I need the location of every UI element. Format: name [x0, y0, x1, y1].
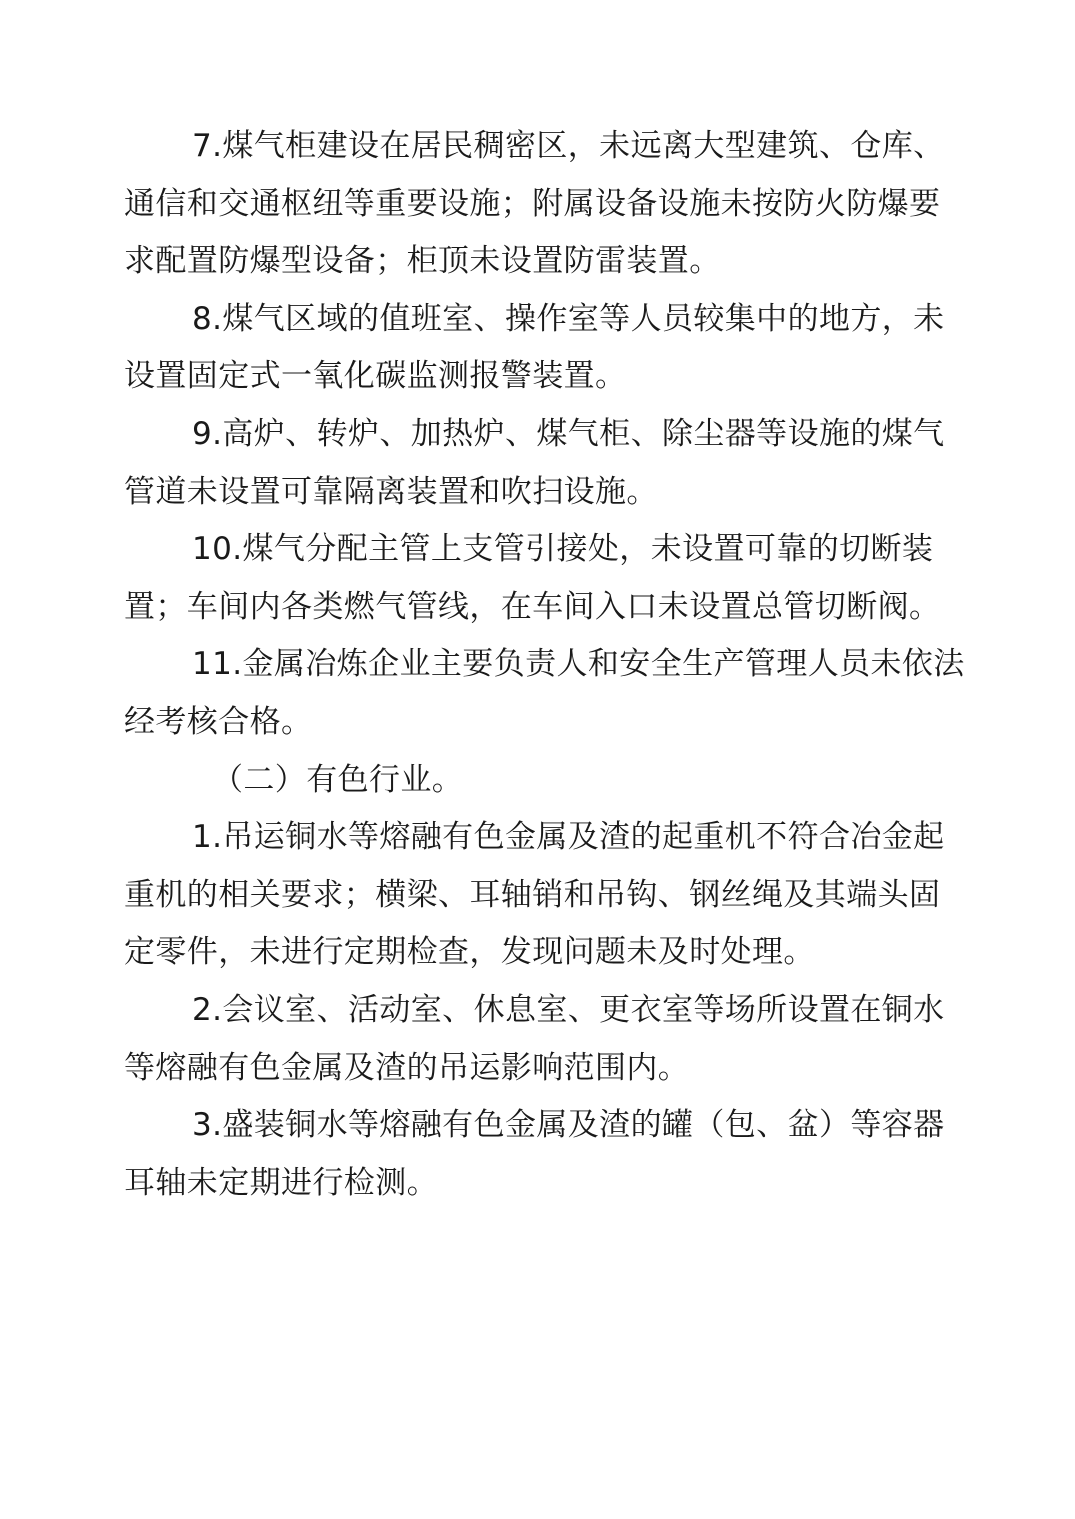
paragraph-item-7: 7.煤气柜建设在居民稠密区，未远离大型建筑、仓库、通信和交通枢纽等重要设施；附属设备设施未按防火防爆要求配置防爆型设备；柜顶未设置防雷装置。	[124, 128, 945, 280]
paragraph-item-2: 2.会议室、活动室、休息室、更衣室等场所设置在铜水等熔融有色金属及渣的吊运影响范围内。	[124, 991, 945, 1086]
paragraph-item-10: 10.煤气分配主管上支管引接处，未设置可靠的切断装置；车间内各类燃气管线，在车间入口未设置总管切断阀。	[124, 531, 941, 625]
paragraph-item-9: 9.高炉、转炉、加热炉、煤气柜、除尘器等设施的煤气管道未设置可靠隔离装置和吹扫设施。	[124, 415, 945, 510]
paragraph-item-8: 8.煤气区域的值班室、操作室等人员较集中的地方，未设置固定式一氧化碳监测报警装置。	[124, 300, 945, 395]
paragraph-item-11: 11.金属冶炼企业主要负责人和安全生产管理人员未依法经考核合格。	[124, 646, 965, 740]
paragraph-item-1: 1.吊运铜水等熔融有色金属及渣的起重机不符合冶金起重机的相关要求；横梁、耳轴销和吊钩、钢丝绳及其端头固定零件，未进行定期检查，发现问题未及时处理。	[124, 819, 945, 971]
section-heading: （二）有色行业。	[212, 761, 464, 798]
paragraph-item-3: 3.盛装铜水等熔融有色金属及渣的罐（包、盆）等容器耳轴未定期进行检测。	[124, 1107, 945, 1201]
document-body	[124, 118, 966, 1212]
